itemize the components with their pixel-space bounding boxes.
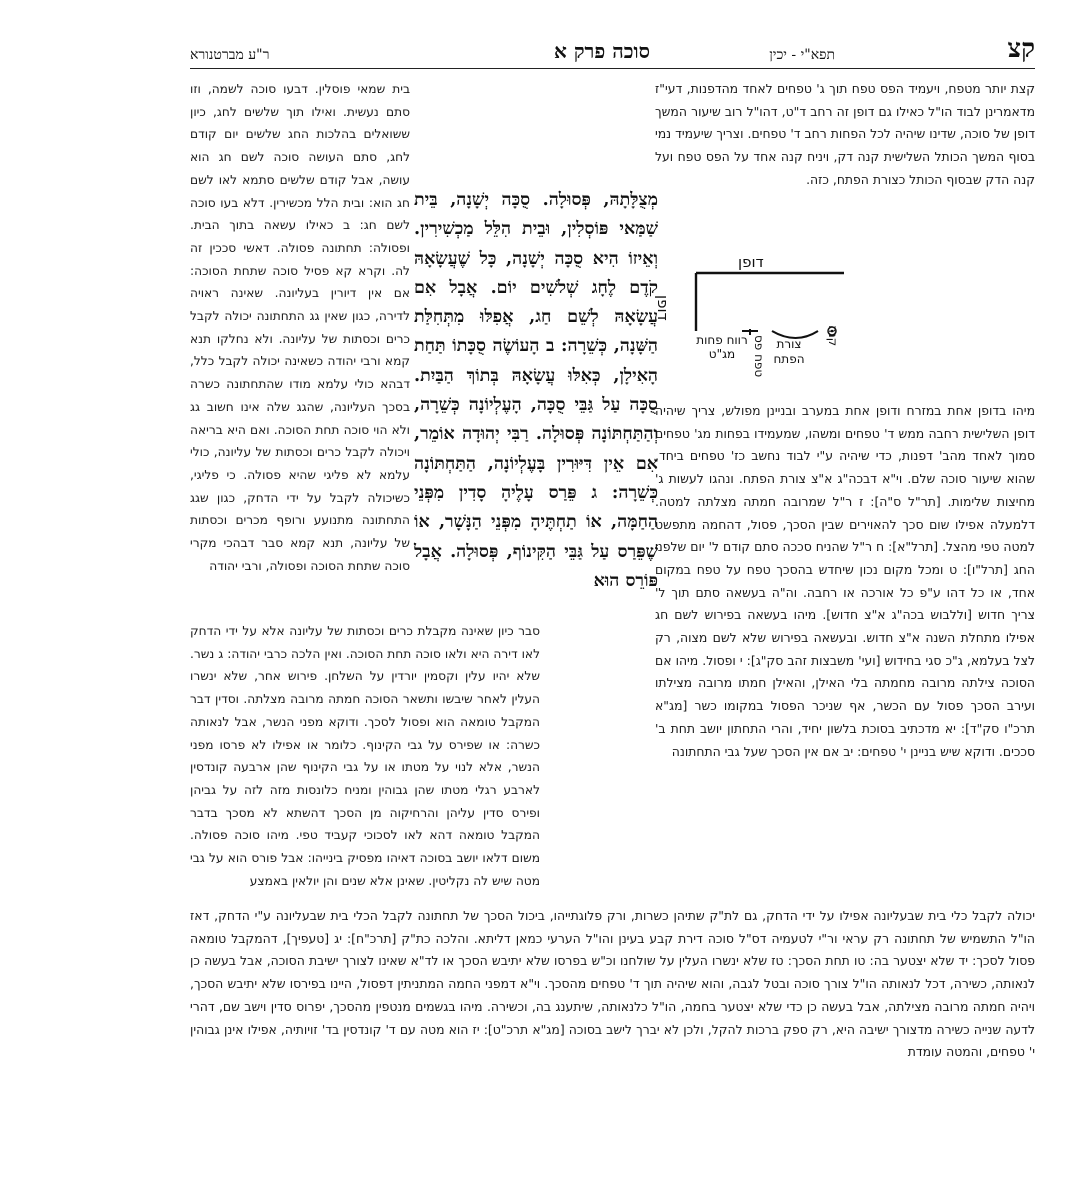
- diagram-label-top-wall: דופן: [738, 253, 764, 271]
- tiferet-bottom-block: [190, 905, 1035, 1064]
- commentary-paragraph: יכולה לקבל כלי בית שבעליונה אפילו על ידי הדחק, גם לת"ק שתיהן כשרות, ורק פלוגתייהו, ביכול הסכך של תחתונה לקבל הכלי בית שבעליונה ע"י הדחק, דאז הו"ל התשמיש של תחתונה רק עראי ור"י לטעמיה דס"ל סוכה דירת קבע בעינן והו"ל הערעי כמאן דליתא. והלכה כת"ק [תרכ"ח]: יג [טעפיך], דהמקבל טומאה פסול לסכך: יד שלא יצטער בה: טו תחת הסכך: טז שלא ינשרו העלין על שולחנו וכ"ש בפרסו שלא יתיבש הסכך או לד"א שאינו לצורך ישיבת הסוכה, אבל בעשה כן לנאותה, כשירה, דכל לנאותה הו"ל צורך סוכה ובטל לגבה, והוא שיהיה תוך ד' טפחים מהסכך. וי"א דמפני החמה המתניתין דפסול, היינו בפירסו שלא יתיבש הסכך, ויהיה חמתה מרובה מצילתה, אבל בעשה כן כדי שלא יצטער בחמה, הו"ל כלנאותה, שיתענג בה, וכשירה. מיהו בגשמים מנטפין מהסכך, יפרוס סדין וישב שם, דהרי לדעה שנייה כשירה מדצורך ישיבה היא, רק ספק ברכות להקל, ולכן לא יברך לישב בסוכה [מג"א תרכ"ט]: יז הוא מטה עם ד' קונדסין בד' זויותיה, אפילו אינן גבוהין י' טפחים, והמטה עומדת: [190, 908, 1035, 1060]
- commentary-paragraph: קצת יותר מטפח, ויעמיד הפס טפח תוך ג' טפחים לאחד מהדפנות, דעי"ז מדאמרינן לבוד הו"ל כאילו גם דופן זה רחב ד"ט, דהו"ל רוב שיעור המשך דופן של סוכה, שדינו שיהיה לכל הפחות רחב ד' טפחים. וצריך שיעמיד נמי בסוף המשך הכותל השלישית קנה דק, ויניח קנה אחד על הפס טפח ועל קנה הדק שבסוף הכותל כצורת הפתח, כזה.: [655, 81, 1035, 187]
- bartenura-column-top: [190, 78, 410, 577]
- diagram-label-gap: רווח פחות מג"ט: [696, 333, 748, 361]
- commentary-title-bartenura: ר"ע מברטנורא: [190, 47, 270, 63]
- tiferet-column-top: [655, 78, 1035, 192]
- diagram-label-side-wall: דופן: [654, 295, 672, 321]
- diagram-label-reed: קנה: [826, 325, 840, 347]
- tractate-title: סוכה פרק א: [554, 39, 650, 63]
- sukkah-diagram: [654, 253, 850, 403]
- tiferet-column-lower: [655, 400, 1035, 763]
- bartenura-column-lower: [190, 620, 540, 892]
- commentary-title-tiferet: תפא"י - יכין: [769, 47, 835, 63]
- diagram-label-doorway: צורת הפתח: [773, 337, 805, 366]
- diagram-label-tefach: טפח פס: [752, 335, 766, 378]
- commentary-paragraph: בית שמאי פוסלין. דבעו סוכה לשמה, וזו סתם נעשית. ואילו תוך שלשים לחג, כיון ששואלים בהלכות החג שלשים יום קודם לחג, סתם העושה סוכה לשם חג הוא עושה, אבל קודם שלשים סתמא לאו לשם חג הוא: ובית הלל מכשירין. דלא בעו סוכה לשם חג: ב כאילו עשאה בתוך הבית. ופסולה: תחתונה פסולה. דאשי סככין זה לה. וקרא קא פסיל סוכה שתחת הסוכה: אם אין דיורין בעליונה. שאינה ראויה לדירה, כגון שאין גג התחתונה יכולה לקבל כרים וכסתות של עליונה. ולא נחלקו תנא קמא ורבי יהודה כשאינה יכולה לקבל כלל, דבהא כולי עלמא מודו שהתחתונה כשרה בסכך העליונה, שהגג שלה אינו חשוב גג ולא הוי סוכה תחת הסוכה. ואם היא בריאה ויכולה לקבל כרים וכסתות של עליונה, כולי עלמא לא פליגי שהיא פסולה. כי פליגי, כשיכולה לקבל על ידי הדחק, כגון שגג התחתונה מתנועע ורופף מכרים וכסתות של עליונה, תנא קמא סבר דבהכי מקרי סוכה שתחת הסוכה ופסולה, ורבי יהודה: [190, 82, 410, 573]
- mishnah-text-column: [414, 186, 658, 596]
- diagram-lines: [660, 255, 850, 403]
- commentary-paragraph: סבר כיון שאינה מקבלת כרים וכסתות של עליונה אלא על ידי הדחק לאו דירה היא ולאו סוכה תחת הסוכה. ואין הלכה כרבי יהודה: ג נשר. שלא יהיו עלין וקסמין יורדין על השלחן. פירוש אחר, שלא ינשרו העלין לאחר שיבשו ותשאר הסוכה חמתה מרובה מצלתה. וסדין דבר המקבל טומאה הוא ופסול לסכך. ודוקא מפני הנשר, אבל לנאותה כשרה: או שפירס על גבי הקינוף. כלומר או אפילו לא פרסו מפני הנשר, אלא לנוי על מטתו או על גבי הקינוף שהן ארבעה קונדסין לארבע רגלי מטתו שהן גבוהין ומניח כלונסות מזה לזה על גביהן ופירס סדין עליהן והרחיקוה מן הסכך דהשתא לא מסכך בדבר המקבל טומאה דהא לאו לסכוכי קעביד טפי. מיהו סוכה פסולה. משום דלאו יושב בסוכה דאיהו מפסיק בינייהו: אבל פורס הוא על גבי מטה שיש לה נקליטין. שאינן אלא שנים והן יולאין באמצע: [190, 624, 540, 888]
- page-number: קצ: [1007, 34, 1035, 64]
- mishnah-paragraph: מְצֻלָּתָהּ, פְּסוּלָה. סֻכָּה יְשָׁנָה, בֵּית שַׁמַּאי פּוֹסְלִין, וּבֵית הִלֵּל מַכְשִׁירִין. וְאֵיזוֹ הִיא סֻכָּה יְשָׁנָה, כָּל שֶׁעֲשָׂאָהּ קֹדֶם לֶחָג שְׁלשִׁים יוֹם. אֲבָל אִם עֲשָׂאָהּ לְשֵׁם חַג, אֲפִלּוּ מִתְּחִלַּת הַשָּׁנָה, כְּשֵׁרָה: ב הָעוֹשֶׂה סֻכָּתוֹ תַּחַת הָאִילָן, כְּאִלּוּ עֲשָׂאָהּ בְּתוֹךְ הַבַּיִת. סֻכָּה עַל גַּבֵּי סֻכָּה, הָעֶלְיוֹנָה כְּשֵׁרָה, וְהַתַּחְתּוֹנָה פְּסוּלָה. רַבִּי יְהוּדָה אוֹמֵר, אִם אֵין דִּיּוּרִין בָּעֶלְיוֹנָה, הַתַּחְתּוֹנָה כְּשֵׁרָה: ג פֵּרַס עָלֶיהָ סָדִין מִפְּנֵי הַחַמָּה, אוֹ תַחְתֶּיהָ מִפְּנֵי הַנָּשָׁר, אוֹ שֶׁפֵּרַס עַל גַּבֵּי הַקִּינוֹף, פְּסוּלָה. אֲבָל פּוֹרֵס הוּא: [414, 190, 658, 591]
- commentary-paragraph: מיהו בדופן אחת במזרח ודופן אחת במערב ובניינן מפולש, צריך שיהיה דופן השלישית רחבה ממש ד' טפחים ומשהו, שמעמידו בפחות מג' טפחים סמוך לאחד מהב' דפנות, כדי שיהיה ע"י לבוד נחשב כז' טפחים ביחד, שהוא שיעור סוכה שלם. וי"א דבכה"ג א"צ צורת הפתח. ונהגו לעשות ג' מחיצות שלימות. [תר"ל ס"ה]: ז ר"ל שמרובה חמתה מצלתה למטה. דלמעלה אפילו שום סכך להאוירים שבין הסכך, פסול, דהחמה מתפשט למטה טפי מהצל. [תרל"א]: ח ר"ל שהניח סככה סתם קודם ל' יום שלפני החג [תרל"ו]: ט ומכל מקום נכון שיחדש בהסכך טפח על טפח במקום אחד, או כל דהו ע"פ כל אורכה או רחבה. וה"ה בעשאה סתם תוך ל' צריך חדוש [וללבוש בכה"ג א"צ חדוש]. מיהו בעשאה בפירוש לשם חג אפילו מתחלת השנה א"צ חדוש. ובעשאה בפירוש שלא לשם מצוה, רק לצל בעלמא, ג"כ סגי בחידוש [ועי' משבצות זהב סק"ג]: י ופסול. מיהו אם הסוכה צילתה מרובה מחמתה בלי האילן, והאילן חמתו מרובה מצילתו ועירב הסכך פסול עם הכשר, אף שניכר הפסול במקומו כשר [מג"א תרכ"ו סק"ד]: יא מדכתיב בסוכת בלשון יחיד, והרי התחתון יושב תחת ב' סככים. ודוקא שיש בניינן י' טפחים: יב אם אין הסכך שעל גבי התחתונה: [655, 403, 1035, 759]
- page-header: [190, 34, 1035, 69]
